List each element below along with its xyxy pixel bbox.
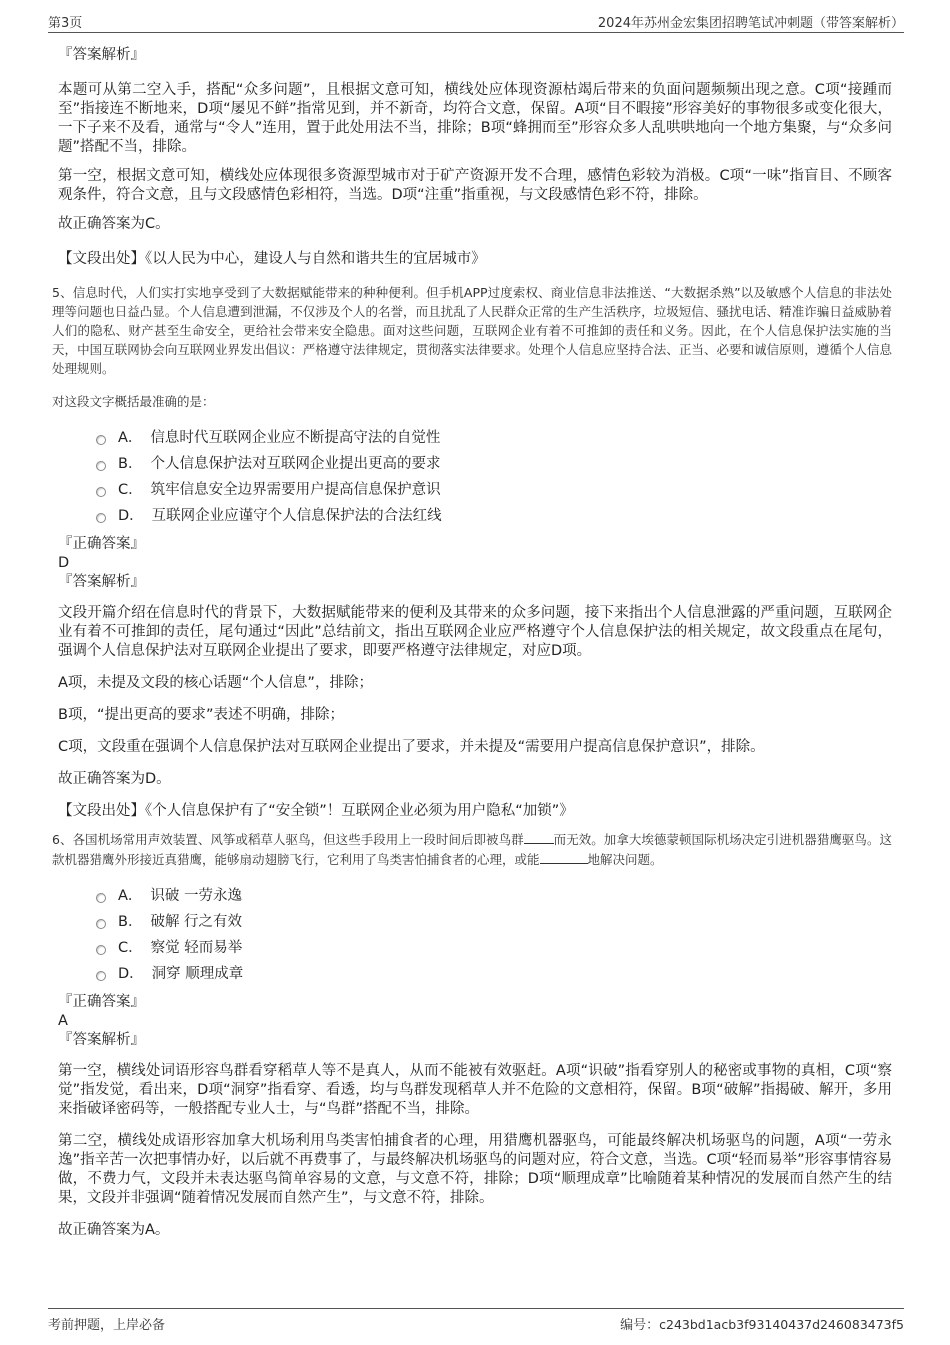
q6-stem: 6、各国机场常用声效装置、风筝或稻草人驱鸟，但这些手段用上一段时间后即被鸟群 而无效。加拿大埃德蒙顿国际机场决定引进机器猎鹰驱鸟。这款机器猎鹰外形接近真猎鹰，能够扇动翅膀飞行，它利用了鸟类害怕捕食者的心理，或能 地解决问题。 (52, 829, 892, 869)
blank-1 (524, 829, 554, 844)
q5-source: 【文段出处】《个人信息保护有了“安全锁”！互联网企业必须为用户隐私“加锁”》 (58, 803, 574, 819)
q5-option-d[interactable]: D． 互联网企业应谨守个人信息保护法的合法红线 (96, 503, 892, 529)
radio-icon[interactable] (96, 971, 106, 981)
q5-analysis-label: 『答案解析』 (58, 574, 145, 590)
radio-icon[interactable] (96, 893, 106, 903)
q6-analysis-p1: 第一空，横线处词语形容鸟群看穿稻草人等不是真人，从而不能被有效驱赶。A项“识破”指看穿别人的秘密或事物的真相，C项“察觉”指发觉，看出来，D项“洞穿”指看穿、看透，均与鸟群发现稻草人并不危险的文意相符，保留。B项“破解”指揭破、解开，多用来指破译密码等，一般搭配专业人士，与“鸟群”搭配不当，排除。 (58, 1063, 892, 1117)
radio-icon[interactable] (96, 487, 106, 497)
q5-analysis-b: B项，“提出更高的要求”表述不明确，排除； (58, 707, 344, 723)
q5-option-a[interactable]: A． 信息时代互联网企业应不断提高守法的自觉性 (96, 425, 892, 451)
q6-option-a[interactable]: A． 识破 一劳永逸 (96, 883, 892, 909)
radio-icon[interactable] (96, 945, 106, 955)
q6-option-c[interactable]: C． 察觉 轻而易举 (96, 935, 892, 961)
q6-conclusion: 故正确答案为A。 (58, 1222, 170, 1238)
footer-code: 编号：c243bd1acb3f93140437d246083473f5 (620, 1317, 904, 1333)
page-number: 第3页 (48, 16, 83, 31)
q6-options (58, 883, 892, 987)
page-content (52, 45, 892, 1240)
q5-question: 对这段文字概括最准确的是： (52, 394, 215, 409)
q5-analysis-c: C项，文段重在强调个人信息保护法对互联网企业提出了要求，并未提及“需要用户提高信息保护意识”，排除。 (58, 739, 765, 755)
footer-slogan: 考前押题，上岸必备 (48, 1318, 166, 1333)
q5-option-c[interactable]: C． 筑牢信息安全边界需要用户提高信息保护意识 (96, 477, 892, 503)
q4-source: 【文段出处】《以人民为中心，建设人与自然和谐共生的宜居城市》 (58, 251, 486, 267)
q5-options (58, 425, 892, 529)
q4-conclusion: 故正确答案为C。 (58, 216, 170, 232)
q5-answer: D (58, 555, 70, 571)
q6-option-d[interactable]: D． 洞穿 顺理成章 (96, 961, 892, 987)
q4-analysis-p2: 第一空，根据文意可知，横线处应体现很多资源型城市对于矿产资源开发不合理，感情色彩较为消极。C项“一味”指盲目、不顾客观条件，符合文意，且与文段感情色彩相符，当选。D项“注重”指重视，与文段感情色彩不符，排除。 (58, 168, 892, 203)
q5-analysis-p1: 文段开篇介绍在信息时代的背景下，大数据赋能带来的便利及其带来的众多问题，接下来指出个人信息泄露的严重问题，互联网企业有着不可推卸的责任，尾句通过“因此”总结前文，指出互联网企业应严格遵守个人信息保护法的相关规定，故文段重点在尾句，强调个人信息保护法对互联网企业提出了要求，即要严格遵守法律规定，对应D项。 (58, 605, 892, 659)
radio-icon[interactable] (96, 435, 106, 445)
q5-option-b[interactable]: B． 个人信息保护法对互联网企业提出更高的要求 (96, 451, 892, 477)
q6-answer-label: 『正确答案』 (58, 994, 145, 1010)
q5-analysis-a: A项，未提及文段的核心话题“个人信息”，排除； (58, 675, 373, 691)
radio-icon[interactable] (96, 919, 106, 929)
page-header (48, 10, 904, 33)
q4-analysis-p1: 本题可从第二空入手，搭配“众多问题”，且根据文意可知，横线处应体现资源枯竭后带来的负面问题频频出现之意。C项“接踵而至”指接连不断地来，D项“屡见不鲜”指常见到，并不新奇，均符合文意，保留。A项“目不暇接”形容美好的事物很多或变化很大，一下子来不及看，通常与“令人”连用，置于此处用法不当，排除；B项“蜂拥而至”形容众多人乱哄哄地向一个地方集聚，与“众多问题”搭配不当，排除。 (58, 82, 892, 155)
q6-answer: A (58, 1013, 68, 1029)
q6-analysis-label: 『答案解析』 (58, 1032, 145, 1048)
q4-analysis-label: 『答案解析』 (58, 47, 145, 63)
q5-stem: 5、信息时代，人们实打实地享受到了大数据赋能带来的种种便利。但手机APP过度索权、商业信息非法推送、“大数据杀熟”以及敏感个人信息的非法处理等问题也日益凸显。个人信息遭到泄漏，不仅涉及个人的名誉，而且扰乱了人民群众正常的生产生活秩序，垃圾短信、骚扰电话、精准诈骗日益威胁着人们的隐私、财产甚至生命安全，更给社会带来安全隐患。面对这些问题，互联网企业有着不可推卸的责任和义务。因此，在个人信息保护法实施的当天，中国互联网协会向互联网业界发出倡议：严格遵守法律规定，贯彻落实法律要求。处理个人信息应坚持合法、正当、必要和诚信原则，遵循个人信息处理规则。 (52, 285, 892, 376)
q6-option-b[interactable]: B． 破解 行之有效 (96, 909, 892, 935)
q6-analysis-p2: 第二空，横线处成语形容加拿大机场利用鸟类害怕捕食者的心理，用猎鹰机器驱鸟，可能最终解决机场驱鸟的问题，A项“一劳永逸”指辛苦一次把事情办好，以后就不再费事了，与最终解决机场驱鸟的问题对应，符合文意，当选。C项“轻而易举”形容事情容易做，不费力气，文段并未表达驱鸟简单容易的文意，与文意不符，排除；D项“顺理成章”比喻随着某种情况的发展而自然产生的结果，文段并非强调“随着情况发展而自然产生”，与文意不符，排除。 (58, 1133, 892, 1206)
blank-2 (540, 849, 588, 864)
q5-answer-label: 『正确答案』 (58, 536, 145, 552)
page-footer (48, 1308, 904, 1331)
q5-conclusion: 故正确答案为D。 (58, 771, 171, 787)
radio-icon[interactable] (96, 461, 106, 471)
document-title: 2024年苏州金宏集团招聘笔试冲刺题（带答案解析） (597, 16, 904, 31)
radio-icon[interactable] (96, 513, 106, 523)
